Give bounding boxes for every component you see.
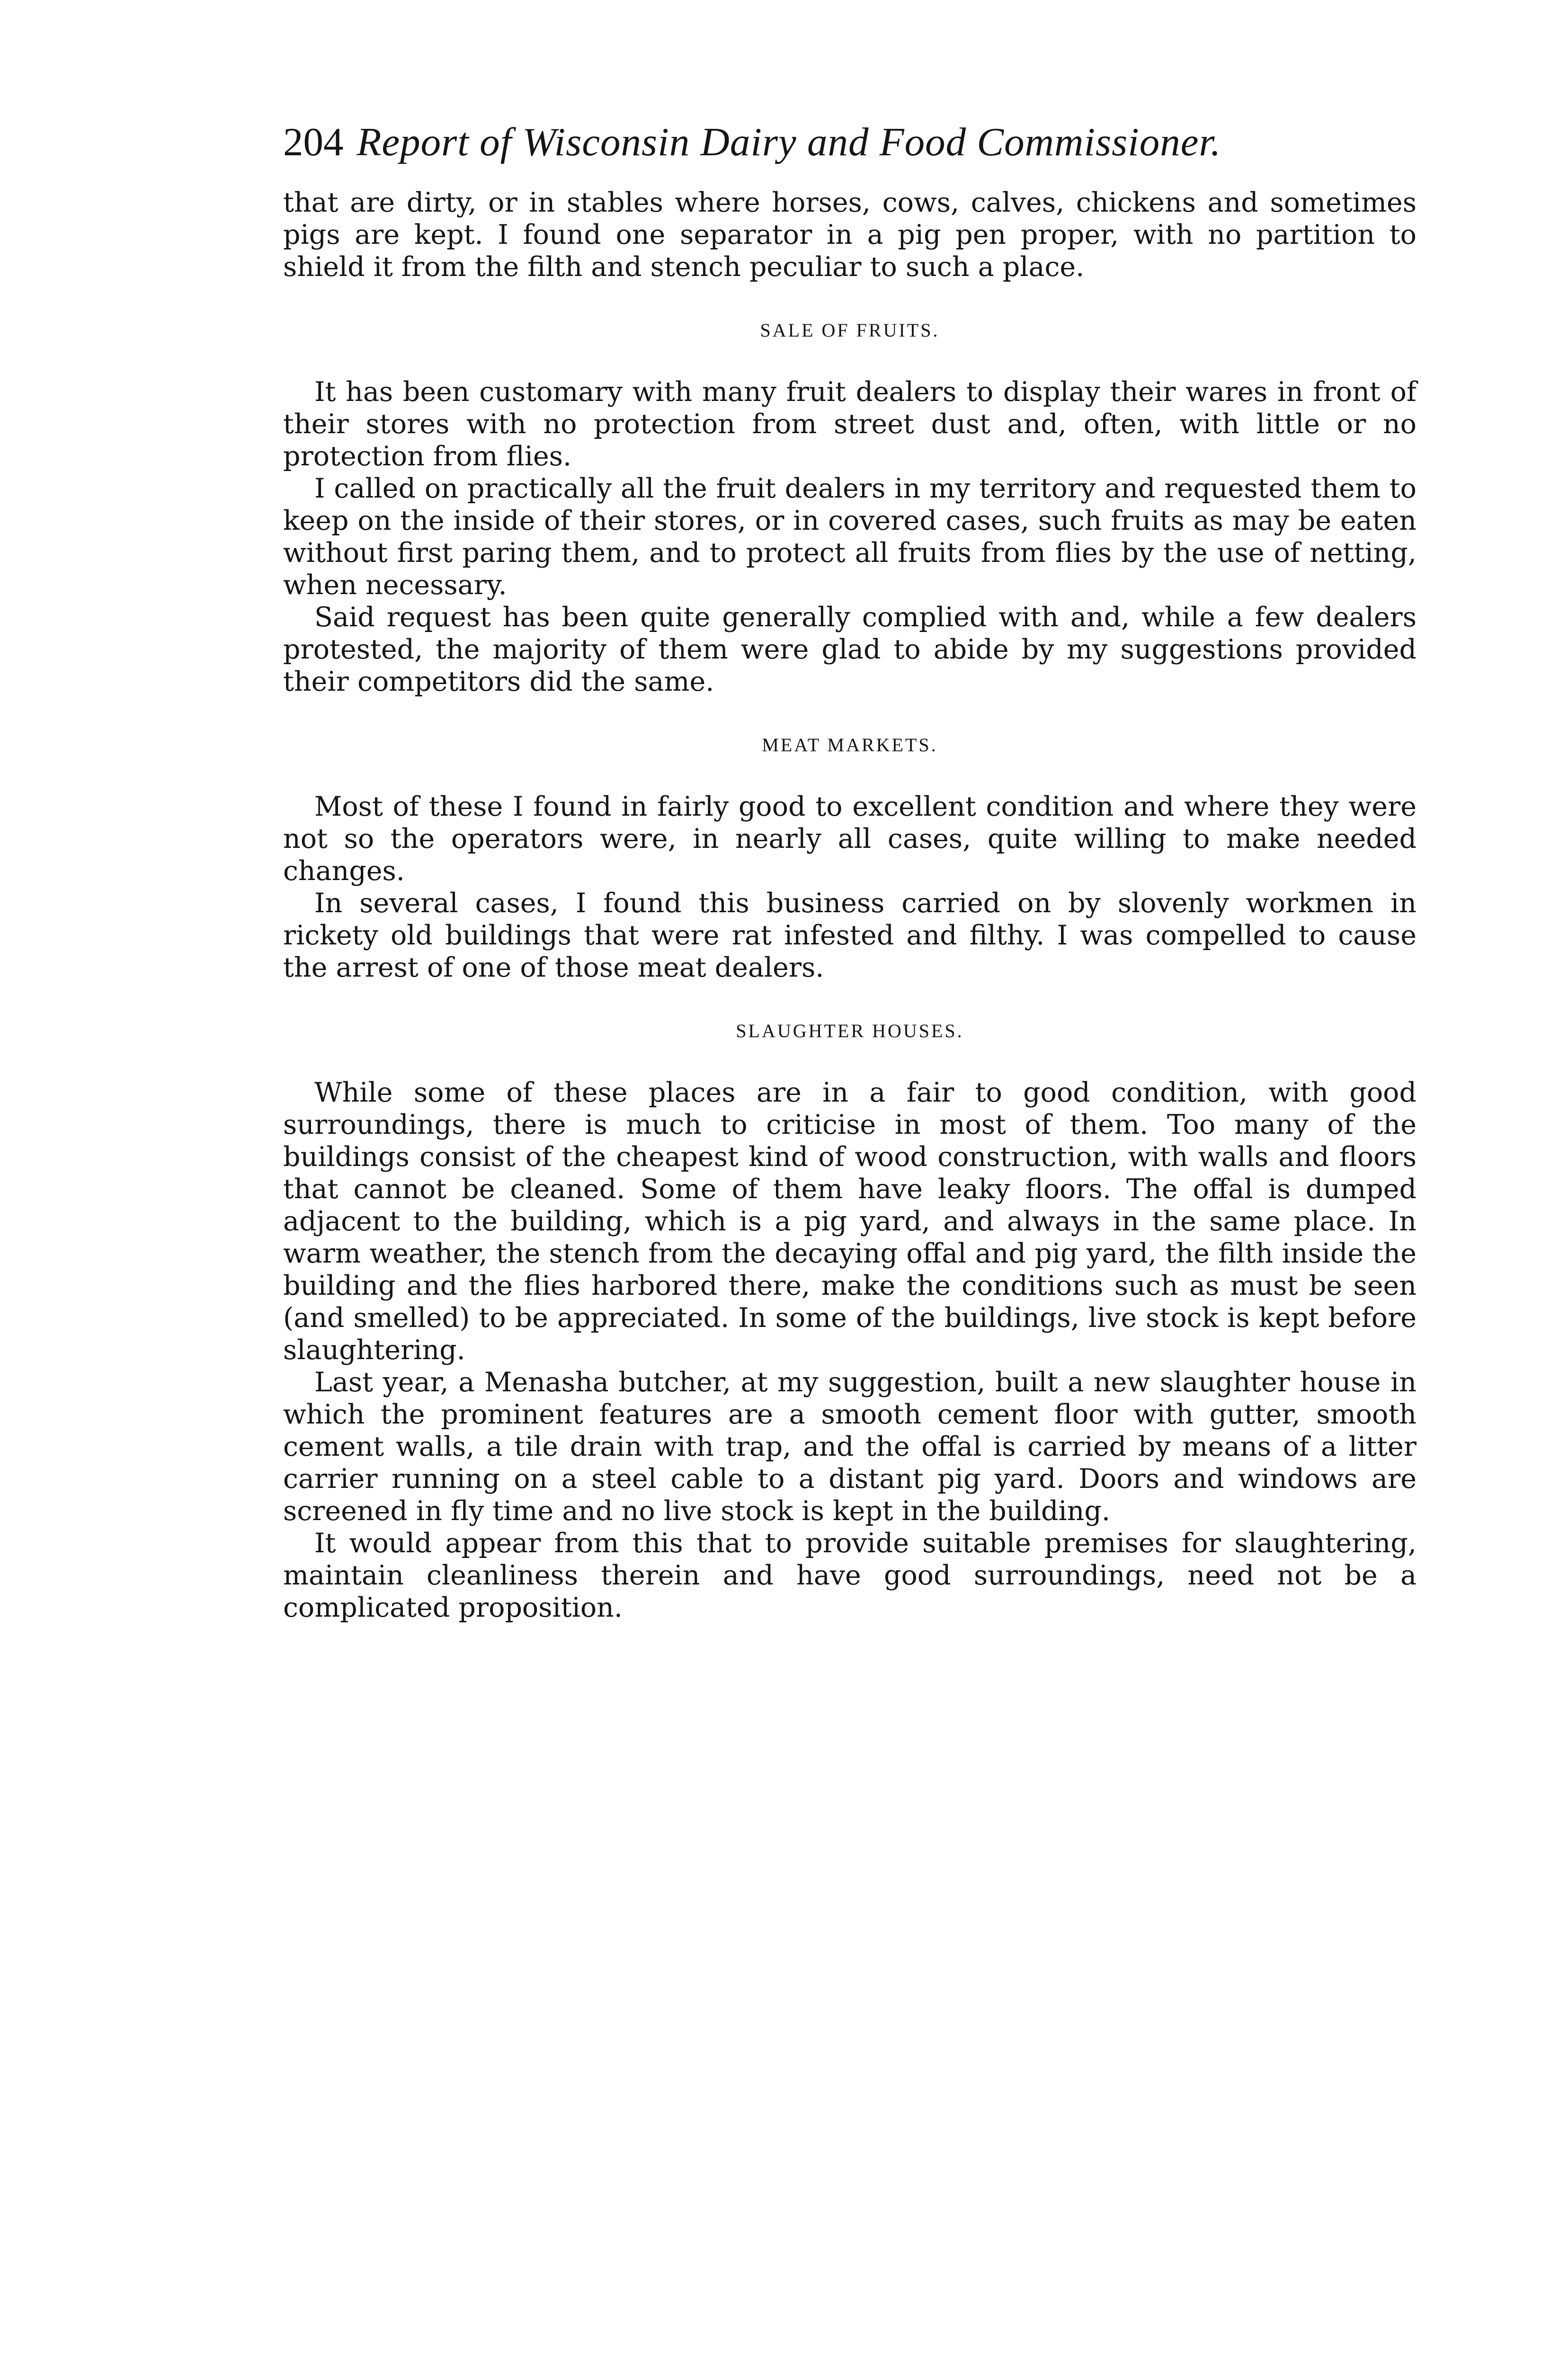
- paragraph: Last year, a Menasha butcher, at my suggestion, built a new slaughter house in which the prominent features are a smooth cement floor with gutter, smooth cement walls, a tile drain with trap, and the offal is carried by means of a litter carrier running on a steel cable to a distant pig yard. Doors and windows are screened in fly time and no live stock is kept in the building.: [283, 1367, 1417, 1527]
- running-title: Report of Wisconsin Dairy and Food Commissioner.: [356, 120, 1221, 164]
- running-header: [283, 118, 1417, 166]
- section-heading-meat-markets: MEAT MARKETS.: [762, 734, 938, 756]
- paragraph: Most of these I found in fairly good to excellent condition and where they were not so the operators were, in nearly all cases, quite willing to make needed changes.: [283, 791, 1417, 887]
- section-heading-slaughter-houses: SLAUGHTER HOUSES.: [736, 1020, 964, 1041]
- document-page: [283, 118, 1417, 1624]
- page-number: 204: [283, 120, 344, 164]
- paragraph: In several cases, I found this business carried on by slovenly workmen in rickety old buildings that were rat infested and filthy. I was compelled to cause the arrest of one of those meat dealers.: [283, 888, 1417, 983]
- paragraph: Said request has been quite generally complied with and, while a few dealers protested, the majority of them were glad to abide by my suggestions provided their competitors did the same.: [283, 602, 1417, 697]
- section-sale-of-fruits: [283, 317, 1417, 698]
- paragraph: It has been customary with many fruit dealers to display their wares in front of their stores with no protection from street dust and, often, with little or no protection from flies.: [283, 376, 1417, 472]
- section-meat-markets: [283, 732, 1417, 984]
- paragraph: It would appear from this that to provide suitable premises for slaughtering, maintain cleanliness therein and have good surroundings, need not be a complicated proposition.: [283, 1528, 1417, 1623]
- paragraph: While some of these places are in a fair to good condition, with good surroundings, there is much to criticise in most of them. Too many of the buildings consist of the cheapest kind of wood construction, with walls and floors that cannot be cleaned. Some of them have leaky floors. The offal is dumped adjacent to the building, which is a pig yard, and always in the same place. In warm weather, the stench from the decaying offal and pig yard, the filth inside the building and the flies harbored there, make the conditions such as must be seen (and smelled) to be appreciated. In some of the buildings, live stock is kept before slaughtering.: [283, 1077, 1417, 1366]
- section-heading-sale-of-fruits: SALE OF FRUITS.: [760, 320, 940, 341]
- paragraph: I called on practically all the fruit dealers in my territory and requested them to keep on the inside of their stores, or in covered cases, such fruits as may be eaten without first paring them, and to protect all fruits from flies by the use of netting, when necessary.: [283, 473, 1417, 601]
- section-slaughter-houses: [283, 1018, 1417, 1624]
- intro-paragraph: that are dirty, or in stables where horses, cows, calves, chickens and sometimes pigs are kept. I found one separator in a pig pen proper, with no partition to shield it from the filth and stench peculiar to such a place.: [283, 187, 1417, 283]
